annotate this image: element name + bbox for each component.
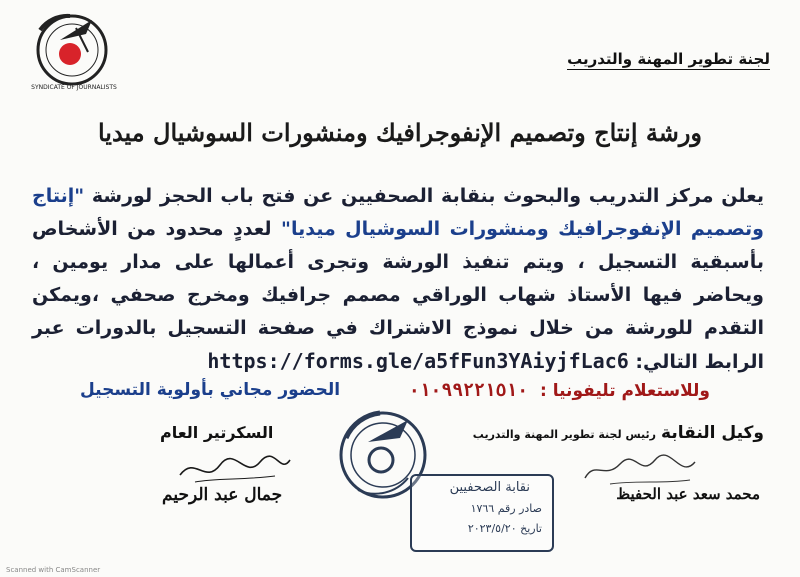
official-stamp <box>410 474 554 552</box>
left-signatory-title: السكرتير العام <box>160 423 274 442</box>
scanner-watermark: Scanned with CamScanner <box>6 566 101 574</box>
phone-number[interactable]: ٠١٠٩٩٢٢١٥١٠ <box>408 380 529 401</box>
stamp-date: تاريخ ٢٠٢٣/٥/٢٠ <box>467 522 542 535</box>
right-signatory-name: محمد سعد عبد الحفيظ <box>616 485 760 503</box>
right-signature <box>580 450 700 490</box>
body-rest: لعددٍ محدود من الأشخاص بأسبقية التسجيل ، ويتم تنفيذ الورشة وتجرى أعمالها على مدار يومين ، ويحاضر فيها الأستاذ شهاب الوراقي مصمم جرافيك ومخرج صحفي ،ويمكن التقدم للورشة من خلال نموذج الاشتراك في صفحة التسجيل بالدورات عبر الرابط التالي: <box>32 218 764 373</box>
stamp-number: صادر رقم ١٧٦٦ <box>470 502 542 515</box>
undersecretary-title <box>473 423 764 443</box>
inquiry-label: وللاستعلام تليفونيا : <box>540 381 710 401</box>
logo-caption: SYNDICATE OF JOURNALISTS <box>31 84 117 91</box>
left-signatory-name: جمال عبد الرحيم <box>162 485 283 505</box>
stamp-title: نقابة الصحفيين <box>449 480 530 495</box>
left-signature <box>175 450 295 490</box>
syndicate-logo <box>30 10 125 92</box>
right-signatory-subtitle: رئيس لجنة تطوير المهنة والتدريب <box>472 428 656 441</box>
announcement-body <box>32 180 764 379</box>
body-intro: يعلن مركز التدريب والبحوث بنقابة الصحفيين عن فتح باب الحجز لورشة <box>91 185 764 207</box>
free-attendance-note: الحضور مجاني بأولوية التسجيل <box>80 380 341 400</box>
workshop-name: "إنتاج وتصميم الإنفوجرافيك ومنشورات السوشيال ميديا" <box>32 185 764 240</box>
registration-link[interactable]: https://forms.gle/a5fFun3YAiyjfLac6 <box>207 349 629 373</box>
inquiry-line <box>409 380 710 401</box>
right-signatory-title: وكيل النقابة <box>661 423 764 443</box>
page-title: ورشة إنتاج وتصميم الإنفوجرافيك ومنشورات السوشيال ميديا <box>97 118 703 147</box>
committee-name: لجنة تطوير المهنة والتدريب <box>567 50 770 68</box>
